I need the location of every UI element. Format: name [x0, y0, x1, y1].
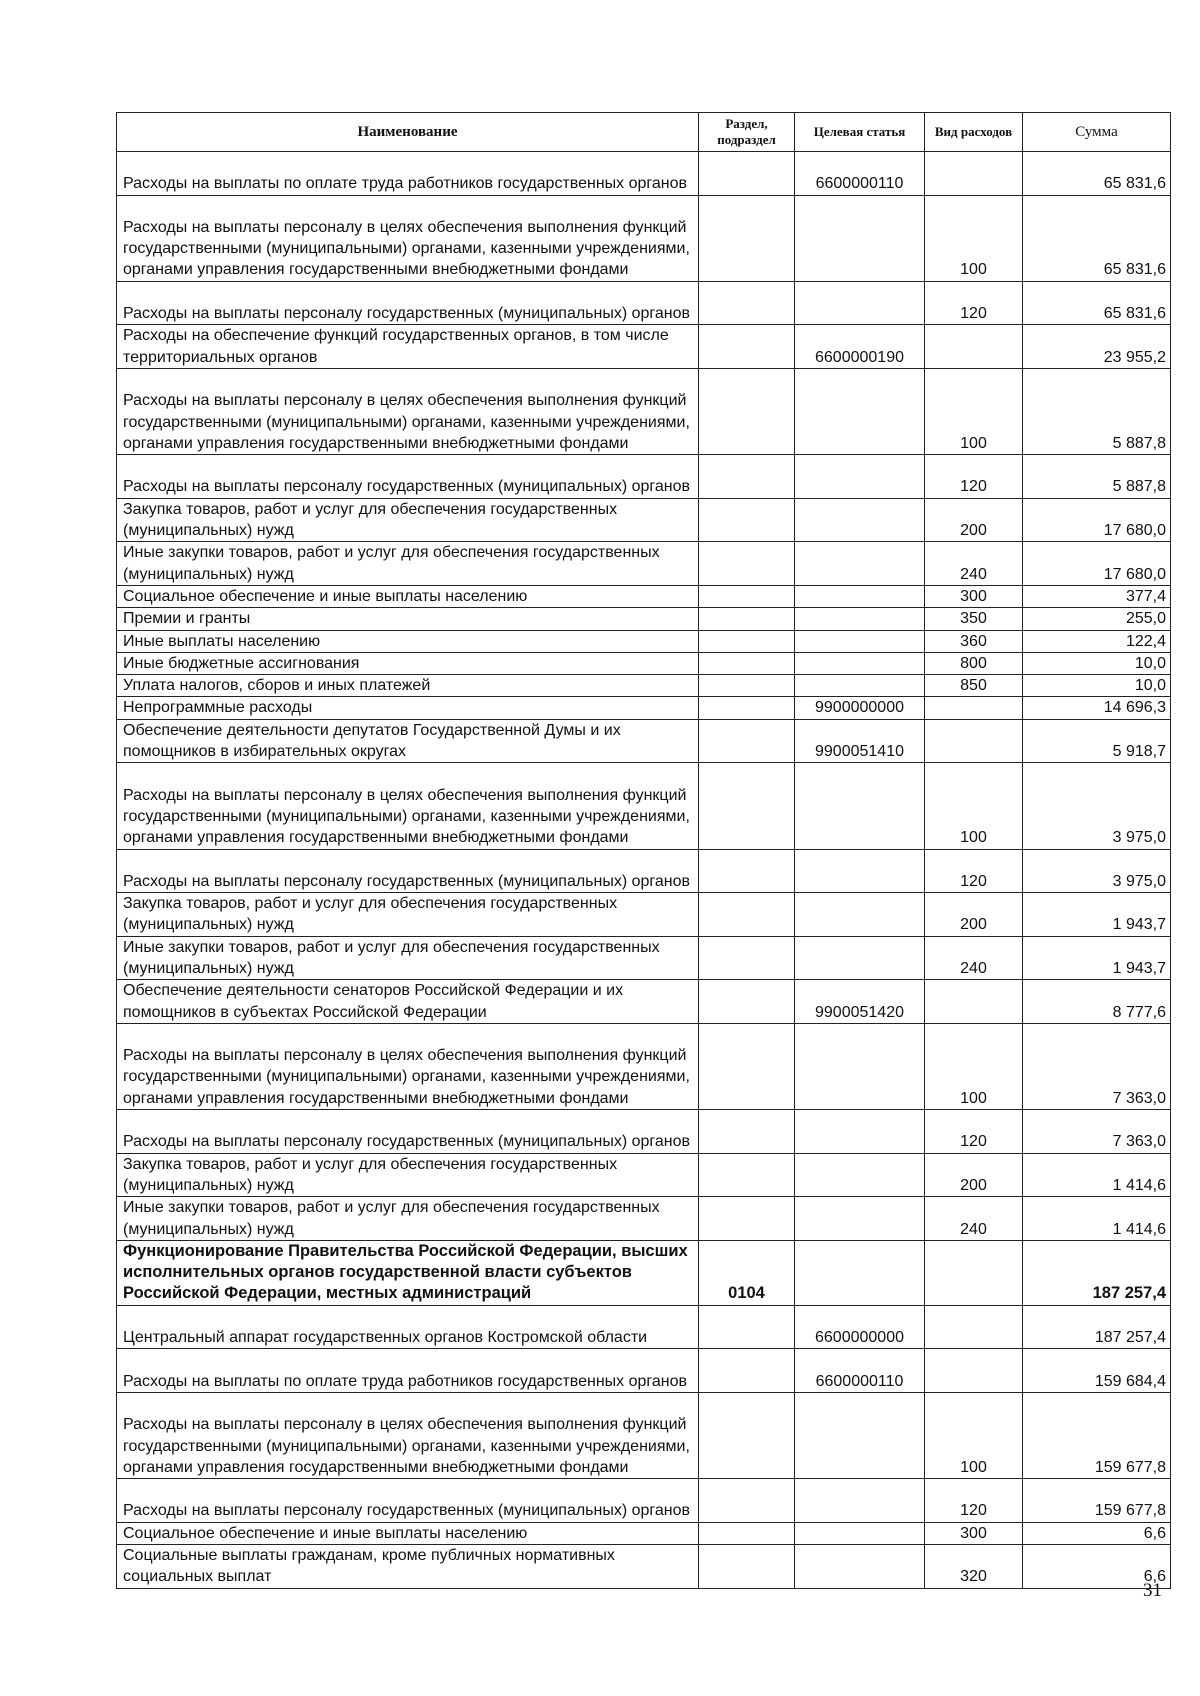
row-section-cell — [699, 325, 795, 369]
row-kind-cell: 200 — [925, 498, 1023, 542]
row-kind-cell: 800 — [925, 652, 1023, 674]
row-sum-cell: 65 831,6 — [1023, 281, 1171, 325]
row-article-cell — [795, 455, 925, 499]
row-kind-cell: 120 — [925, 1479, 1023, 1523]
row-name-cell: Центральный аппарат государственных органов Костромской области — [117, 1305, 699, 1349]
table-row — [117, 1349, 1171, 1393]
row-name-cell: Социальное обеспечение и иные выплаты населению — [117, 585, 699, 607]
row-kind-cell: 850 — [925, 675, 1023, 697]
row-kind-cell: 100 — [925, 1392, 1023, 1478]
row-article-cell — [795, 585, 925, 607]
table-row — [117, 893, 1171, 937]
row-kind-cell: 240 — [925, 542, 1023, 586]
table-row — [117, 325, 1171, 369]
row-article-cell — [795, 368, 925, 454]
row-name-cell: Расходы на выплаты персоналу в целях обеспечения выполнения функций государственными (муниципальными) органами, казенными учреждениями, органами управления государственными внебюджетными фондами — [117, 195, 699, 281]
row-name-cell: Непрограммные расходы — [117, 697, 699, 719]
row-section-cell — [699, 1023, 795, 1109]
row-name-cell: Расходы на выплаты персоналу государственных (муниципальных) органов — [117, 1479, 699, 1523]
row-section-cell — [699, 542, 795, 586]
row-kind-cell: 300 — [925, 1522, 1023, 1544]
row-article-cell — [795, 675, 925, 697]
row-name-cell: Расходы на выплаты по оплате труда работников государственных органов — [117, 152, 699, 196]
row-article-cell: 6600000000 — [795, 1305, 925, 1349]
row-section-cell — [699, 980, 795, 1024]
row-section-cell — [699, 1392, 795, 1478]
row-kind-cell: 240 — [925, 1197, 1023, 1241]
table-row — [117, 608, 1171, 630]
row-article-cell — [795, 849, 925, 893]
row-section-cell — [699, 1522, 795, 1544]
row-section-cell — [699, 1153, 795, 1197]
row-sum-cell: 5 887,8 — [1023, 455, 1171, 499]
row-article-cell — [795, 630, 925, 652]
row-sum-cell: 17 680,0 — [1023, 542, 1171, 586]
row-section-cell — [699, 675, 795, 697]
row-sum-cell: 14 696,3 — [1023, 697, 1171, 719]
row-name-cell: Социальные выплаты гражданам, кроме публичных нормативных социальных выплат — [117, 1545, 699, 1589]
row-name-cell: Расходы на выплаты по оплате труда работников государственных органов — [117, 1349, 699, 1393]
table-row — [117, 1522, 1171, 1544]
header-name: Наименование — [117, 113, 699, 152]
row-name-cell: Закупка товаров, работ и услуг для обеспечения государственных (муниципальных) нужд — [117, 893, 699, 937]
row-sum-cell: 5 887,8 — [1023, 368, 1171, 454]
row-sum-cell: 377,4 — [1023, 585, 1171, 607]
row-section-cell — [699, 498, 795, 542]
row-article-cell: 9900051420 — [795, 980, 925, 1024]
row-kind-cell — [925, 1349, 1023, 1393]
table-body — [117, 152, 1171, 1589]
row-name-cell: Иные бюджетные ассигнования — [117, 652, 699, 674]
row-sum-cell: 3 975,0 — [1023, 849, 1171, 893]
row-section-cell — [699, 697, 795, 719]
row-sum-cell: 7 363,0 — [1023, 1023, 1171, 1109]
row-kind-cell: 350 — [925, 608, 1023, 630]
row-name-cell: Расходы на выплаты персоналу в целях обеспечения выполнения функций государственными (муниципальными) органами, казенными учреждениями, органами управления государственными внебюджетными фондами — [117, 368, 699, 454]
row-kind-cell — [925, 152, 1023, 196]
row-article-cell — [795, 936, 925, 980]
row-article-cell: 9900000000 — [795, 697, 925, 719]
row-section-cell — [699, 893, 795, 937]
row-article-cell — [795, 195, 925, 281]
row-section-cell — [699, 630, 795, 652]
row-section-cell — [699, 281, 795, 325]
row-kind-cell — [925, 719, 1023, 763]
row-kind-cell — [925, 325, 1023, 369]
row-article-cell — [795, 1197, 925, 1241]
row-article-cell — [795, 542, 925, 586]
row-sum-cell: 255,0 — [1023, 608, 1171, 630]
row-article-cell — [795, 1110, 925, 1154]
row-article-cell — [795, 893, 925, 937]
row-name-cell: Социальное обеспечение и иные выплаты населению — [117, 1522, 699, 1544]
row-kind-cell: 100 — [925, 195, 1023, 281]
row-section-cell — [699, 1305, 795, 1349]
table-row — [117, 152, 1171, 196]
row-article-cell — [795, 608, 925, 630]
row-article-cell: 6600000190 — [795, 325, 925, 369]
table-row — [117, 1392, 1171, 1478]
row-sum-cell: 65 831,6 — [1023, 195, 1171, 281]
row-sum-cell: 8 777,6 — [1023, 980, 1171, 1024]
row-kind-cell — [925, 980, 1023, 1024]
row-name-cell: Обеспечение деятельности депутатов Государственной Думы и их помощников в избирательных округах — [117, 719, 699, 763]
row-sum-cell: 23 955,2 — [1023, 325, 1171, 369]
table-row — [117, 763, 1171, 849]
row-article-cell — [795, 652, 925, 674]
page-number: 31 — [1143, 1580, 1162, 1601]
row-sum-cell: 17 680,0 — [1023, 498, 1171, 542]
row-sum-cell: 3 975,0 — [1023, 763, 1171, 849]
table-row — [117, 1197, 1171, 1241]
row-article-cell: 6600000110 — [795, 1349, 925, 1393]
row-sum-cell: 159 684,4 — [1023, 1349, 1171, 1393]
row-name-cell: Расходы на выплаты персоналу государственных (муниципальных) органов — [117, 1110, 699, 1154]
row-article-cell: 6600000110 — [795, 152, 925, 196]
row-name-cell: Премии и гранты — [117, 608, 699, 630]
table-row — [117, 849, 1171, 893]
row-kind-cell: 200 — [925, 893, 1023, 937]
row-section-cell — [699, 719, 795, 763]
table-row — [117, 719, 1171, 763]
row-name-cell: Закупка товаров, работ и услуг для обеспечения государственных (муниципальных) нужд — [117, 498, 699, 542]
row-sum-cell: 187 257,4 — [1023, 1305, 1171, 1349]
row-section-cell — [699, 1479, 795, 1523]
row-kind-cell: 120 — [925, 1110, 1023, 1154]
row-article-cell — [795, 1522, 925, 1544]
row-article-cell — [795, 281, 925, 325]
table-row — [117, 936, 1171, 980]
row-name-cell: Закупка товаров, работ и услуг для обеспечения государственных (муниципальных) нужд — [117, 1153, 699, 1197]
table-row — [117, 1545, 1171, 1589]
table-row — [117, 1023, 1171, 1109]
budget-table — [116, 112, 1171, 1589]
row-sum-cell: 1 414,6 — [1023, 1197, 1171, 1241]
row-article-cell — [795, 1240, 925, 1305]
row-name-cell: Иные закупки товаров, работ и услуг для обеспечения государственных (муниципальных) нужд — [117, 936, 699, 980]
table-row — [117, 498, 1171, 542]
row-kind-cell: 100 — [925, 1023, 1023, 1109]
row-kind-cell — [925, 1240, 1023, 1305]
header-article: Целевая статья — [795, 113, 925, 152]
row-article-cell — [795, 1153, 925, 1197]
table-row — [117, 281, 1171, 325]
table-header — [117, 113, 1171, 152]
row-section-cell — [699, 652, 795, 674]
row-sum-cell: 1 943,7 — [1023, 936, 1171, 980]
row-kind-cell: 200 — [925, 1153, 1023, 1197]
row-kind-cell: 120 — [925, 849, 1023, 893]
table-row — [117, 630, 1171, 652]
row-sum-cell: 6,6 — [1023, 1545, 1171, 1589]
row-name-cell: Расходы на выплаты персоналу в целях обеспечения выполнения функций государственными (муниципальными) органами, казенными учреждениями, органами управления государственными внебюджетными фондами — [117, 1023, 699, 1109]
row-name-cell: Функционирование Правительства Российской Федерации, высших исполнительных органов государственной власти субъектов Российской Федерации, местных администраций — [117, 1240, 699, 1305]
row-sum-cell: 159 677,8 — [1023, 1392, 1171, 1478]
row-name-cell: Расходы на выплаты персоналу в целях обеспечения выполнения функций государственными (муниципальными) органами, казенными учреждениями, органами управления государственными внебюджетными фондами — [117, 1392, 699, 1478]
row-section-cell — [699, 585, 795, 607]
row-section-cell — [699, 455, 795, 499]
row-section-cell — [699, 152, 795, 196]
table-row — [117, 675, 1171, 697]
row-kind-cell: 360 — [925, 630, 1023, 652]
table-row — [117, 980, 1171, 1024]
row-name-cell: Иные закупки товаров, работ и услуг для обеспечения государственных (муниципальных) нужд — [117, 1197, 699, 1241]
row-section-cell — [699, 1349, 795, 1393]
row-section-cell — [699, 849, 795, 893]
row-sum-cell: 5 918,7 — [1023, 719, 1171, 763]
row-kind-cell: 240 — [925, 936, 1023, 980]
row-section-cell — [699, 936, 795, 980]
table-row — [117, 368, 1171, 454]
row-name-cell: Иные закупки товаров, работ и услуг для обеспечения государственных (муниципальных) нужд — [117, 542, 699, 586]
row-kind-cell: 100 — [925, 368, 1023, 454]
table-row — [117, 1153, 1171, 1197]
row-section-cell — [699, 763, 795, 849]
table-row — [117, 455, 1171, 499]
row-name-cell: Расходы на выплаты персоналу в целях обеспечения выполнения функций государственными (муниципальными) органами, казенными учреждениями, органами управления государственными внебюджетными фондами — [117, 763, 699, 849]
row-sum-cell: 6,6 — [1023, 1522, 1171, 1544]
row-name-cell: Расходы на выплаты персоналу государственных (муниципальных) органов — [117, 849, 699, 893]
row-kind-cell: 100 — [925, 763, 1023, 849]
row-sum-cell: 65 831,6 — [1023, 152, 1171, 196]
row-sum-cell: 1 414,6 — [1023, 1153, 1171, 1197]
row-article-cell — [795, 498, 925, 542]
row-section-cell: 0104 — [699, 1240, 795, 1305]
row-kind-cell — [925, 1305, 1023, 1349]
table-row — [117, 697, 1171, 719]
row-section-cell — [699, 608, 795, 630]
row-section-cell — [699, 368, 795, 454]
row-name-cell: Уплата налогов, сборов и иных платежей — [117, 675, 699, 697]
row-section-cell — [699, 195, 795, 281]
row-sum-cell: 10,0 — [1023, 675, 1171, 697]
table-row — [117, 542, 1171, 586]
table-row — [117, 652, 1171, 674]
row-article-cell: 9900051410 — [795, 719, 925, 763]
table-row — [117, 195, 1171, 281]
row-sum-cell: 159 677,8 — [1023, 1479, 1171, 1523]
row-article-cell — [795, 763, 925, 849]
row-section-cell — [699, 1545, 795, 1589]
row-sum-cell: 10,0 — [1023, 652, 1171, 674]
table-row — [117, 1240, 1171, 1305]
row-sum-cell: 187 257,4 — [1023, 1240, 1171, 1305]
row-kind-cell: 120 — [925, 455, 1023, 499]
row-kind-cell — [925, 697, 1023, 719]
table-row — [117, 1479, 1171, 1523]
row-article-cell — [795, 1479, 925, 1523]
row-sum-cell: 122,4 — [1023, 630, 1171, 652]
row-section-cell — [699, 1197, 795, 1241]
row-name-cell: Обеспечение деятельности сенаторов Российской Федерации и их помощников в субъектах Российской Федерации — [117, 980, 699, 1024]
table-row — [117, 1305, 1171, 1349]
header-section: Раздел, подраздел — [699, 113, 795, 152]
row-sum-cell: 1 943,7 — [1023, 893, 1171, 937]
row-article-cell — [795, 1023, 925, 1109]
row-kind-cell: 320 — [925, 1545, 1023, 1589]
row-name-cell: Расходы на выплаты персоналу государственных (муниципальных) органов — [117, 281, 699, 325]
table-row — [117, 1110, 1171, 1154]
row-kind-cell: 300 — [925, 585, 1023, 607]
row-kind-cell: 120 — [925, 281, 1023, 325]
table-row — [117, 585, 1171, 607]
row-name-cell: Расходы на обеспечение функций государственных органов, в том числе территориальных органов — [117, 325, 699, 369]
row-name-cell: Иные выплаты населению — [117, 630, 699, 652]
row-article-cell — [795, 1545, 925, 1589]
row-sum-cell: 7 363,0 — [1023, 1110, 1171, 1154]
header-sum: Сумма — [1023, 113, 1171, 152]
row-name-cell: Расходы на выплаты персоналу государственных (муниципальных) органов — [117, 455, 699, 499]
header-kind: Вид расходов — [925, 113, 1023, 152]
row-article-cell — [795, 1392, 925, 1478]
row-section-cell — [699, 1110, 795, 1154]
